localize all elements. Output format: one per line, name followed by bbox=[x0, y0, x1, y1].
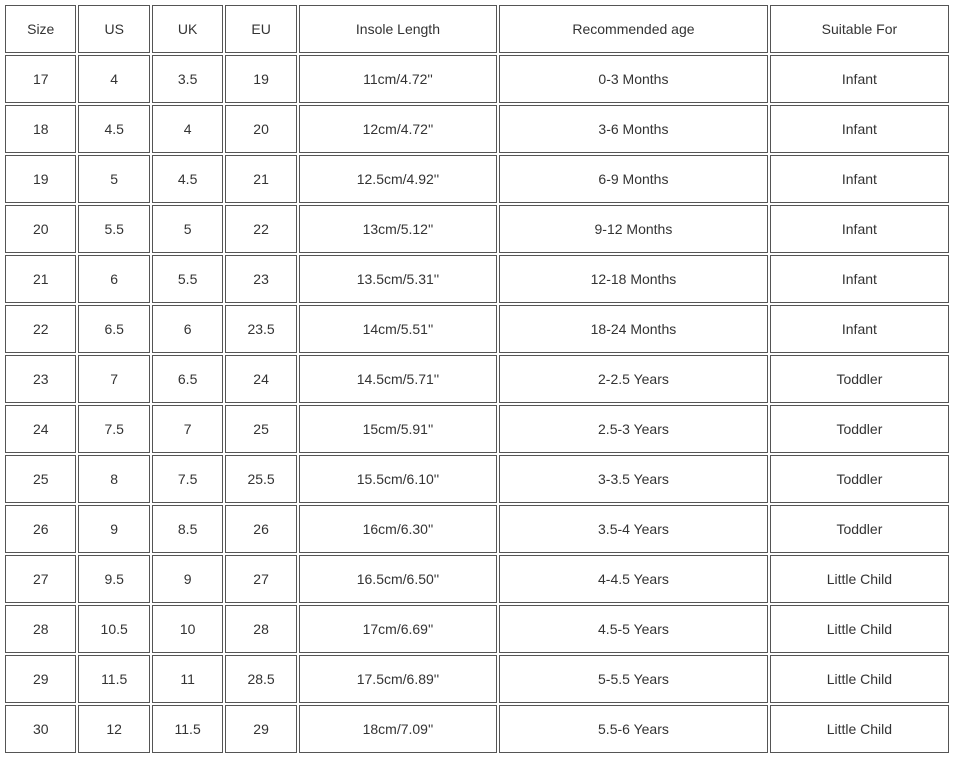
cell-size: 25 bbox=[5, 455, 76, 503]
cell-recommended-age: 2.5-3 Years bbox=[499, 405, 768, 453]
cell-insole-length: 13cm/5.12'' bbox=[299, 205, 497, 253]
cell-eu: 26 bbox=[225, 505, 296, 553]
table-header bbox=[5, 5, 949, 53]
table-row bbox=[5, 505, 949, 553]
cell-suitable-for: Infant bbox=[770, 105, 949, 153]
cell-eu: 23 bbox=[225, 255, 296, 303]
cell-suitable-for: Infant bbox=[770, 305, 949, 353]
cell-insole-length: 16.5cm/6.50'' bbox=[299, 555, 497, 603]
cell-recommended-age: 5.5-6 Years bbox=[499, 705, 768, 753]
cell-size: 26 bbox=[5, 505, 76, 553]
cell-uk: 10 bbox=[152, 605, 223, 653]
cell-us: 12 bbox=[78, 705, 149, 753]
cell-us: 6 bbox=[78, 255, 149, 303]
table-row bbox=[5, 605, 949, 653]
cell-us: 4 bbox=[78, 55, 149, 103]
cell-us: 7.5 bbox=[78, 405, 149, 453]
cell-suitable-for: Infant bbox=[770, 205, 949, 253]
size-chart-container bbox=[3, 3, 951, 755]
cell-insole-length: 15.5cm/6.10'' bbox=[299, 455, 497, 503]
table-row bbox=[5, 255, 949, 303]
cell-suitable-for: Toddler bbox=[770, 355, 949, 403]
cell-recommended-age: 6-9 Months bbox=[499, 155, 768, 203]
cell-eu: 25.5 bbox=[225, 455, 296, 503]
cell-insole-length: 14cm/5.51'' bbox=[299, 305, 497, 353]
cell-size: 17 bbox=[5, 55, 76, 103]
cell-insole-length: 16cm/6.30'' bbox=[299, 505, 497, 553]
cell-suitable-for: Little Child bbox=[770, 705, 949, 753]
cell-insole-length: 13.5cm/5.31'' bbox=[299, 255, 497, 303]
cell-us: 8 bbox=[78, 455, 149, 503]
cell-insole-length: 12.5cm/4.92'' bbox=[299, 155, 497, 203]
cell-insole-length: 15cm/5.91'' bbox=[299, 405, 497, 453]
table-row bbox=[5, 105, 949, 153]
cell-uk: 11 bbox=[152, 655, 223, 703]
table-row bbox=[5, 305, 949, 353]
cell-recommended-age: 5-5.5 Years bbox=[499, 655, 768, 703]
cell-suitable-for: Toddler bbox=[770, 405, 949, 453]
cell-recommended-age: 3-3.5 Years bbox=[499, 455, 768, 503]
header-uk: UK bbox=[152, 5, 223, 53]
cell-recommended-age: 12-18 Months bbox=[499, 255, 768, 303]
cell-insole-length: 11cm/4.72'' bbox=[299, 55, 497, 103]
cell-eu: 27 bbox=[225, 555, 296, 603]
cell-insole-length: 14.5cm/5.71'' bbox=[299, 355, 497, 403]
cell-insole-length: 17cm/6.69'' bbox=[299, 605, 497, 653]
cell-suitable-for: Little Child bbox=[770, 555, 949, 603]
cell-suitable-for: Toddler bbox=[770, 455, 949, 503]
cell-suitable-for: Toddler bbox=[770, 505, 949, 553]
cell-uk: 4 bbox=[152, 105, 223, 153]
cell-uk: 6 bbox=[152, 305, 223, 353]
cell-eu: 29 bbox=[225, 705, 296, 753]
cell-eu: 23.5 bbox=[225, 305, 296, 353]
cell-size: 23 bbox=[5, 355, 76, 403]
cell-eu: 20 bbox=[225, 105, 296, 153]
header-row bbox=[5, 5, 949, 53]
table-row bbox=[5, 655, 949, 703]
cell-suitable-for: Little Child bbox=[770, 605, 949, 653]
cell-suitable-for: Infant bbox=[770, 255, 949, 303]
header-insole-length: Insole Length bbox=[299, 5, 497, 53]
cell-us: 6.5 bbox=[78, 305, 149, 353]
cell-eu: 28 bbox=[225, 605, 296, 653]
header-size: Size bbox=[5, 5, 76, 53]
table-row bbox=[5, 455, 949, 503]
table-row bbox=[5, 55, 949, 103]
size-chart-table bbox=[3, 3, 951, 755]
header-suitable-for: Suitable For bbox=[770, 5, 949, 53]
table-row bbox=[5, 205, 949, 253]
cell-uk: 7 bbox=[152, 405, 223, 453]
cell-suitable-for: Infant bbox=[770, 155, 949, 203]
cell-uk: 11.5 bbox=[152, 705, 223, 753]
cell-eu: 28.5 bbox=[225, 655, 296, 703]
cell-size: 27 bbox=[5, 555, 76, 603]
table-row bbox=[5, 355, 949, 403]
table-row bbox=[5, 555, 949, 603]
cell-insole-length: 18cm/7.09'' bbox=[299, 705, 497, 753]
cell-recommended-age: 18-24 Months bbox=[499, 305, 768, 353]
cell-recommended-age: 9-12 Months bbox=[499, 205, 768, 253]
cell-uk: 6.5 bbox=[152, 355, 223, 403]
table-row bbox=[5, 155, 949, 203]
cell-uk: 3.5 bbox=[152, 55, 223, 103]
header-recommended-age: Recommended age bbox=[499, 5, 768, 53]
cell-us: 11.5 bbox=[78, 655, 149, 703]
cell-eu: 25 bbox=[225, 405, 296, 453]
cell-size: 30 bbox=[5, 705, 76, 753]
cell-uk: 4.5 bbox=[152, 155, 223, 203]
table-row bbox=[5, 705, 949, 753]
cell-us: 9.5 bbox=[78, 555, 149, 603]
cell-recommended-age: 4.5-5 Years bbox=[499, 605, 768, 653]
cell-us: 7 bbox=[78, 355, 149, 403]
cell-recommended-age: 4-4.5 Years bbox=[499, 555, 768, 603]
cell-eu: 24 bbox=[225, 355, 296, 403]
header-us: US bbox=[78, 5, 149, 53]
cell-us: 9 bbox=[78, 505, 149, 553]
table-body bbox=[5, 55, 949, 753]
cell-uk: 8.5 bbox=[152, 505, 223, 553]
cell-size: 28 bbox=[5, 605, 76, 653]
cell-size: 20 bbox=[5, 205, 76, 253]
cell-us: 4.5 bbox=[78, 105, 149, 153]
cell-uk: 5 bbox=[152, 205, 223, 253]
cell-size: 18 bbox=[5, 105, 76, 153]
cell-size: 24 bbox=[5, 405, 76, 453]
cell-uk: 5.5 bbox=[152, 255, 223, 303]
cell-uk: 9 bbox=[152, 555, 223, 603]
cell-insole-length: 17.5cm/6.89'' bbox=[299, 655, 497, 703]
cell-size: 19 bbox=[5, 155, 76, 203]
table-row bbox=[5, 405, 949, 453]
cell-us: 5 bbox=[78, 155, 149, 203]
cell-recommended-age: 3-6 Months bbox=[499, 105, 768, 153]
cell-us: 5.5 bbox=[78, 205, 149, 253]
cell-size: 29 bbox=[5, 655, 76, 703]
cell-size: 22 bbox=[5, 305, 76, 353]
cell-us: 10.5 bbox=[78, 605, 149, 653]
cell-eu: 22 bbox=[225, 205, 296, 253]
cell-uk: 7.5 bbox=[152, 455, 223, 503]
cell-recommended-age: 0-3 Months bbox=[499, 55, 768, 103]
cell-size: 21 bbox=[5, 255, 76, 303]
cell-suitable-for: Little Child bbox=[770, 655, 949, 703]
cell-recommended-age: 2-2.5 Years bbox=[499, 355, 768, 403]
cell-suitable-for: Infant bbox=[770, 55, 949, 103]
cell-eu: 21 bbox=[225, 155, 296, 203]
cell-eu: 19 bbox=[225, 55, 296, 103]
cell-insole-length: 12cm/4.72'' bbox=[299, 105, 497, 153]
cell-recommended-age: 3.5-4 Years bbox=[499, 505, 768, 553]
header-eu: EU bbox=[225, 5, 296, 53]
